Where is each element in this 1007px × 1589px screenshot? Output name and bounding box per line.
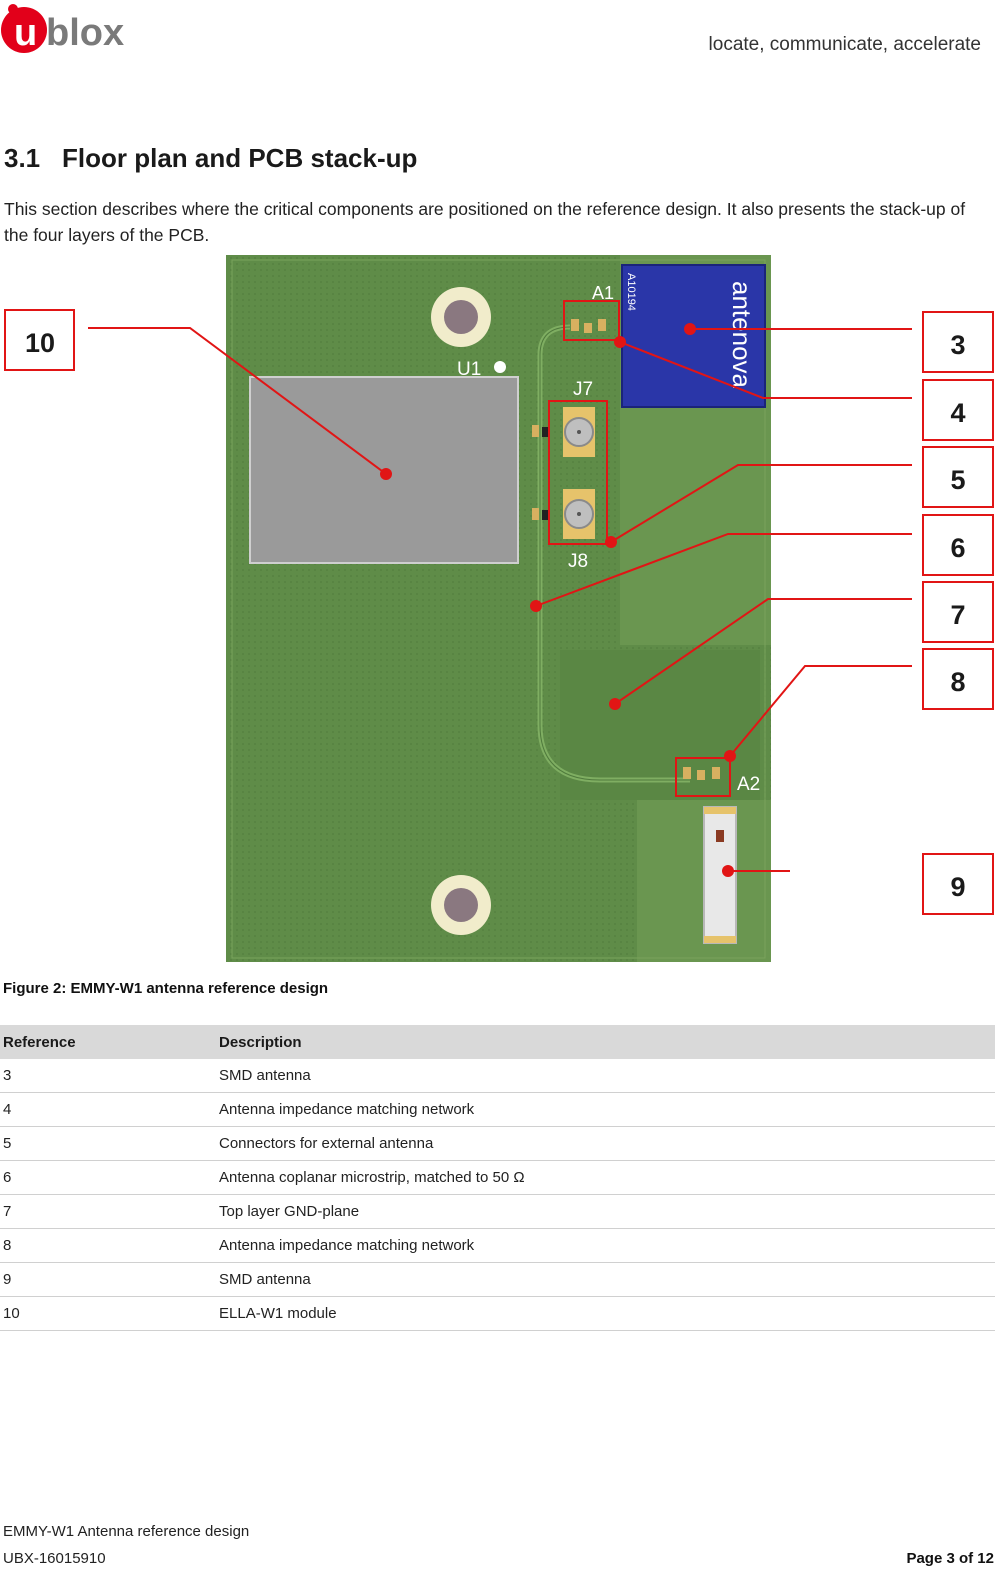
a2-label: A2 (737, 774, 761, 795)
section-heading (4, 143, 417, 174)
callout-label-8: 8 (950, 667, 966, 697)
callout-label-9: 9 (950, 872, 966, 902)
mounting-hole-bottom (431, 875, 491, 935)
u1-label: U1 (457, 359, 482, 380)
callout-label-6: 6 (950, 533, 966, 563)
cell-desc: Top layer GND-plane (216, 1195, 995, 1229)
callout-dot-8 (724, 750, 736, 762)
footer-doc-title: EMMY-W1 Antenna reference design (3, 1523, 250, 1540)
cell-ref: 4 (0, 1093, 216, 1127)
table-row (0, 1127, 995, 1161)
section-number: 3.1 (4, 143, 41, 173)
table-row (0, 1161, 995, 1195)
table-row (0, 1195, 995, 1229)
cell-desc: Antenna impedance matching network (216, 1093, 995, 1127)
reference-table (0, 1025, 995, 1331)
figure-caption: Figure 2: EMMY-W1 antenna reference design (3, 980, 329, 997)
cell-desc: Antenna impedance matching network (216, 1229, 995, 1263)
j8-connector (563, 489, 595, 539)
antenova-brand: antenova (727, 281, 757, 388)
footer-page-number: Page 3 of 12 (906, 1550, 994, 1567)
callout-dot-9 (722, 865, 734, 877)
callout-dot-3 (684, 323, 696, 335)
pcb-figure (0, 255, 1007, 965)
callout-label-5: 5 (950, 465, 966, 495)
footer-doc-number: UBX-16015910 (3, 1550, 106, 1567)
svg-text:u: u (14, 12, 38, 54)
callout-label-3: 3 (950, 330, 966, 360)
header-description: Description (216, 1025, 995, 1059)
antenova-part-number: A10194 (625, 273, 637, 311)
a1-label: A1 (592, 283, 615, 303)
callout-dot-5 (605, 536, 617, 548)
cell-ref: 3 (0, 1059, 216, 1093)
header-reference: Reference (0, 1025, 216, 1059)
table-row (0, 1059, 995, 1093)
callout-label-7: 7 (950, 600, 966, 630)
cell-ref: 9 (0, 1263, 216, 1297)
j7-connector (563, 407, 595, 457)
cell-ref: 7 (0, 1195, 216, 1229)
cell-desc: ELLA-W1 module (216, 1297, 995, 1331)
j8-label: J8 (568, 551, 589, 572)
ublox-logo (0, 0, 150, 60)
mounting-hole-top (431, 287, 491, 347)
table-row (0, 1297, 995, 1331)
cell-ref: 10 (0, 1297, 216, 1331)
table-row (0, 1263, 995, 1297)
intro-paragraph: This section describes where the critical components are positioned on the reference design. It also presents the stack-up of the four layers of the PCB. (4, 199, 966, 245)
j7-label: J7 (573, 379, 594, 400)
table-row (0, 1229, 995, 1263)
callout-label-10: 10 (24, 328, 56, 358)
callout-label-4: 4 (950, 398, 966, 428)
cell-ref: 6 (0, 1161, 216, 1195)
tagline: locate, communicate, accelerate (708, 34, 981, 55)
section-title: Floor plan and PCB stack-up (62, 143, 418, 173)
callout-dot-10 (380, 468, 392, 480)
cell-ref: 8 (0, 1229, 216, 1263)
cell-desc: Connectors for external antenna (216, 1127, 995, 1161)
cell-desc: SMD antenna (216, 1263, 995, 1297)
cell-desc: SMD antenna (216, 1059, 995, 1093)
cell-desc: Antenna coplanar microstrip, matched to 50 Ω (216, 1161, 995, 1195)
callout-dot-4 (614, 336, 626, 348)
table-header-row (0, 1025, 995, 1059)
table-row (0, 1093, 995, 1127)
callout-dot-7 (609, 698, 621, 710)
logo-text: blox (46, 12, 125, 54)
callout-dot-6 (530, 600, 542, 612)
cell-ref: 5 (0, 1127, 216, 1161)
